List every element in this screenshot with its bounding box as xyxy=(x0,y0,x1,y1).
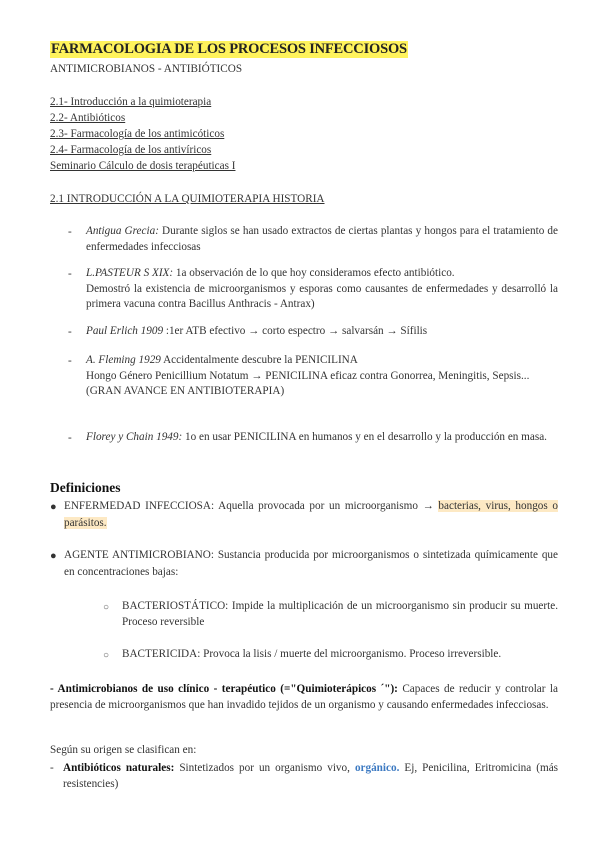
toc-item-seminario[interactable]: Seminario Cálculo de dosis terapéuticas I xyxy=(50,160,236,172)
list-item-text: Accidentalmente descubre la PENICILINA xyxy=(160,354,358,366)
section-heading: 2.1 INTRODUCCIÓN A LA QUIMIOTERAPIA HISTORIA xyxy=(50,193,325,205)
definitions-heading: Definiciones xyxy=(50,480,121,495)
list-dash: - xyxy=(68,226,72,238)
origin-text: Sintetizados por un organismo vivo, xyxy=(174,762,355,774)
bullet-icon: ● xyxy=(50,550,57,562)
clinical-lead: - Antimicrobianos de uso clínico - terapéutico (="Quimioterápicos ´"): xyxy=(50,683,398,695)
list-dash: - xyxy=(68,326,72,338)
list-dash: - xyxy=(68,355,72,367)
list-item-extra: Demostró la existencia de microorganismos y esporas como causantes de enfermedades y desarrolló la primera vacuna contra Bacillus Anthracis - Antrax) xyxy=(86,282,558,310)
origin-lead: Antibióticos naturales: xyxy=(63,762,175,774)
page-subtitle: ANTIMICROBIANOS - ANTIBIÓTICOS xyxy=(50,63,243,75)
definition-agente: AGENTE ANTIMICROBIANO: Sustancia producida por microorganismos o sintetizada químicamente que en concentraciones bajas: xyxy=(64,549,558,578)
toc-item-2-1[interactable]: 2.1- Introducción a la quimioterapia xyxy=(50,96,212,108)
highlighted-text: bacterias, virus, hongos o parásitos. xyxy=(64,500,558,529)
list-item-lead: A. Fleming 1929 xyxy=(86,354,161,366)
list-item xyxy=(86,224,558,255)
list-dash: - xyxy=(68,268,72,280)
definition-bactericida: BACTERICIDA: Provoca la lisis / muerte del microorganismo. Proceso irreversible. xyxy=(122,648,502,660)
list-item-text: 1a observación de lo que hoy consideramos efecto antibiótico. xyxy=(173,267,455,279)
origin-natural xyxy=(63,760,558,792)
list-item xyxy=(86,353,558,400)
list-item xyxy=(86,266,558,313)
list-item-lead: Paul Erlich 1909 xyxy=(86,325,164,337)
list-item-extra: Hongo Género Penicillium Notatum → PENICILINA eficaz contra Gonorrea, Meningitis, Sepsis... xyxy=(86,369,530,382)
circle-bullet-icon: ○ xyxy=(103,602,110,613)
list-item-extra: (GRAN AVANCE EN ANTIBIOTERAPIA) xyxy=(86,385,285,397)
list-item-lead: Florey y Chain 1949: xyxy=(86,431,183,443)
list-dash: - xyxy=(68,432,72,444)
origin-intro: Según su origen se clasifican en: xyxy=(50,744,197,756)
list-item-text: :1er ATB efectivo → corto espectro → salvarsán → Sífilis xyxy=(163,325,428,337)
clinical-text: Capaces de reducir y controlar la presencia de microorganismos que han invadido tejidos de un organismo y causando enfermedades infecciosas. xyxy=(50,683,558,711)
toc-item-2-4[interactable]: 2.4- Farmacología de los antivíricos xyxy=(50,144,212,156)
definition-bacteriostatico: BACTERIOSTÁTICO: Impide la multiplicación de un microorganismo sin producir su muerte. Proceso reversible xyxy=(122,600,558,628)
origin-tail: Ej, Penicilina, Eritromicina (más resistencies) xyxy=(63,762,559,790)
list-item-lead: Antigua Grecia: xyxy=(86,225,159,237)
page-title: FARMACOLOGIA DE LOS PROCESOS INFECCIOSOS xyxy=(51,41,407,57)
clinical-paragraph xyxy=(50,681,558,713)
definition-text: ENFERMEDAD INFECCIOSA: Aquella provocada por un microorganismo → xyxy=(64,500,439,512)
definition-enfermedad xyxy=(64,498,558,532)
origin-colored: orgánico. xyxy=(354,762,400,774)
circle-bullet-icon: ○ xyxy=(103,650,110,661)
list-item-lead: L.PASTEUR S XIX: xyxy=(86,267,174,279)
list-item-text: 1o en usar PENICILINA en humanos y en el desarrollo y la producción en masa. xyxy=(182,431,547,443)
toc-item-2-2[interactable]: 2.2- Antibióticos xyxy=(50,112,126,124)
toc-item-2-3[interactable]: 2.3- Farmacología de los antimicóticos xyxy=(50,128,225,140)
bullet-icon: ● xyxy=(50,501,57,513)
list-item xyxy=(86,324,558,340)
list-dash: - xyxy=(50,762,54,774)
list-item xyxy=(86,430,558,446)
list-item-text: Durante siglos se han usado extractos de ciertas plantas y hongos para el tratamiento de enfermedades infecciosas xyxy=(86,225,558,253)
